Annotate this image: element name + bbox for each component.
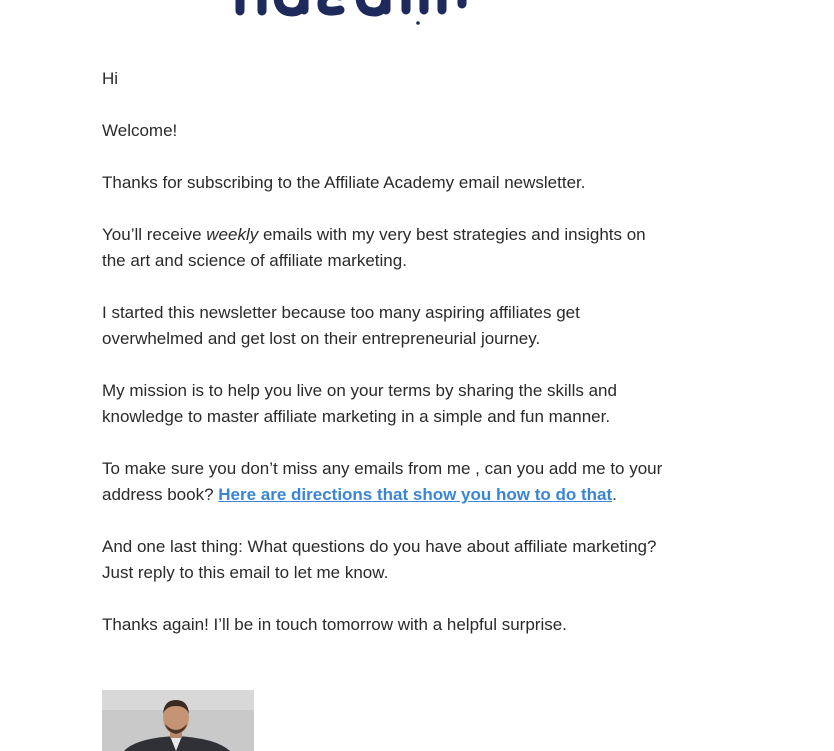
closing-line: Thanks again! I’ll be in touch tomorrow with a helpful surprise.	[102, 615, 567, 634]
started-paragraph: I started this newsletter because too many aspiring affiliates get overwhelmed and get lost on their entrepreneurial journey.	[102, 303, 580, 348]
signature-photo	[102, 690, 254, 751]
weekly-paragraph	[102, 222, 672, 274]
signature-name-fragment	[280, 744, 400, 751]
welcome-line: Welcome!	[102, 121, 178, 140]
address-book-paragraph	[102, 456, 672, 508]
logo-script-graphic	[200, 0, 540, 28]
last-thing-paragraph: And one last thing: What questions do you have about affiliate marketing? Just reply to this email to let me know.	[102, 537, 657, 582]
address-book-directions-link[interactable]: Here are directions that show you how to do that	[218, 485, 613, 504]
thanks-line: Thanks for subscribing to the Affiliate Academy email newsletter.	[102, 173, 586, 192]
email-body	[102, 66, 672, 664]
weekly-before: You’ll receive	[102, 225, 207, 244]
weekly-after: emails with my very best strategies and insights on the art and science of affiliate marketing.	[102, 225, 646, 270]
greeting: Hi	[102, 69, 119, 88]
weekly-emphasis: weekly	[206, 225, 259, 244]
author-headshot	[102, 690, 254, 751]
logo	[200, 0, 540, 28]
mission-paragraph: My mission is to help you live on your terms by sharing the skills and knowledge to master affiliate marketing in a simple and fun manner.	[102, 381, 617, 426]
address-book-before: To make sure you don’t miss any emails from me , can you add me to your address book?	[102, 459, 663, 504]
logo-dot	[416, 21, 420, 25]
address-book-after: .	[612, 485, 617, 504]
